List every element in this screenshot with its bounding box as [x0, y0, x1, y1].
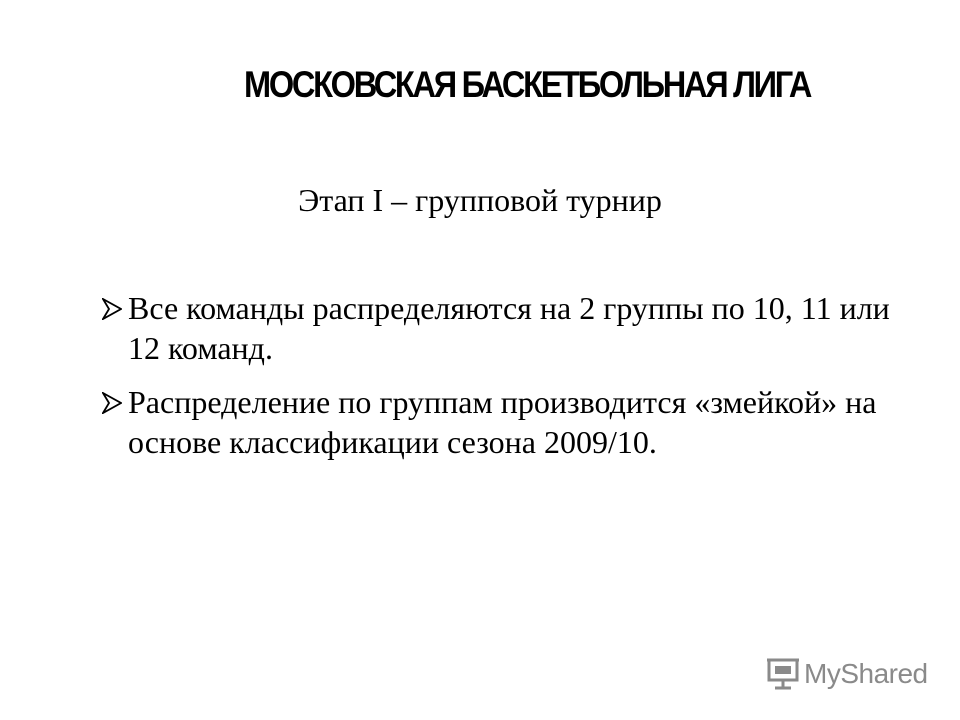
arrowhead-bullet-icon — [102, 392, 122, 414]
presentation-board-icon — [766, 657, 800, 691]
slide-subtitle: Этап I – групповой турнир — [298, 182, 662, 218]
bullet-list — [90, 288, 890, 476]
bullet-text: Распределение по группам производится «змейкой» на основе классификации сезона 2009/10. — [128, 384, 877, 460]
slide-title: МОСКОВСКАЯ БАСКЕТБОЛЬНАЯ ЛИГА — [244, 64, 811, 105]
watermark-logo — [766, 654, 928, 694]
bullet-text: Все команды распределяются на 2 группы по 10, 11 или 12 команд. — [128, 290, 890, 366]
list-item — [90, 288, 890, 368]
arrowhead-bullet-icon — [102, 298, 122, 320]
list-item — [90, 382, 890, 462]
watermark-text: MyShared — [804, 658, 928, 689]
